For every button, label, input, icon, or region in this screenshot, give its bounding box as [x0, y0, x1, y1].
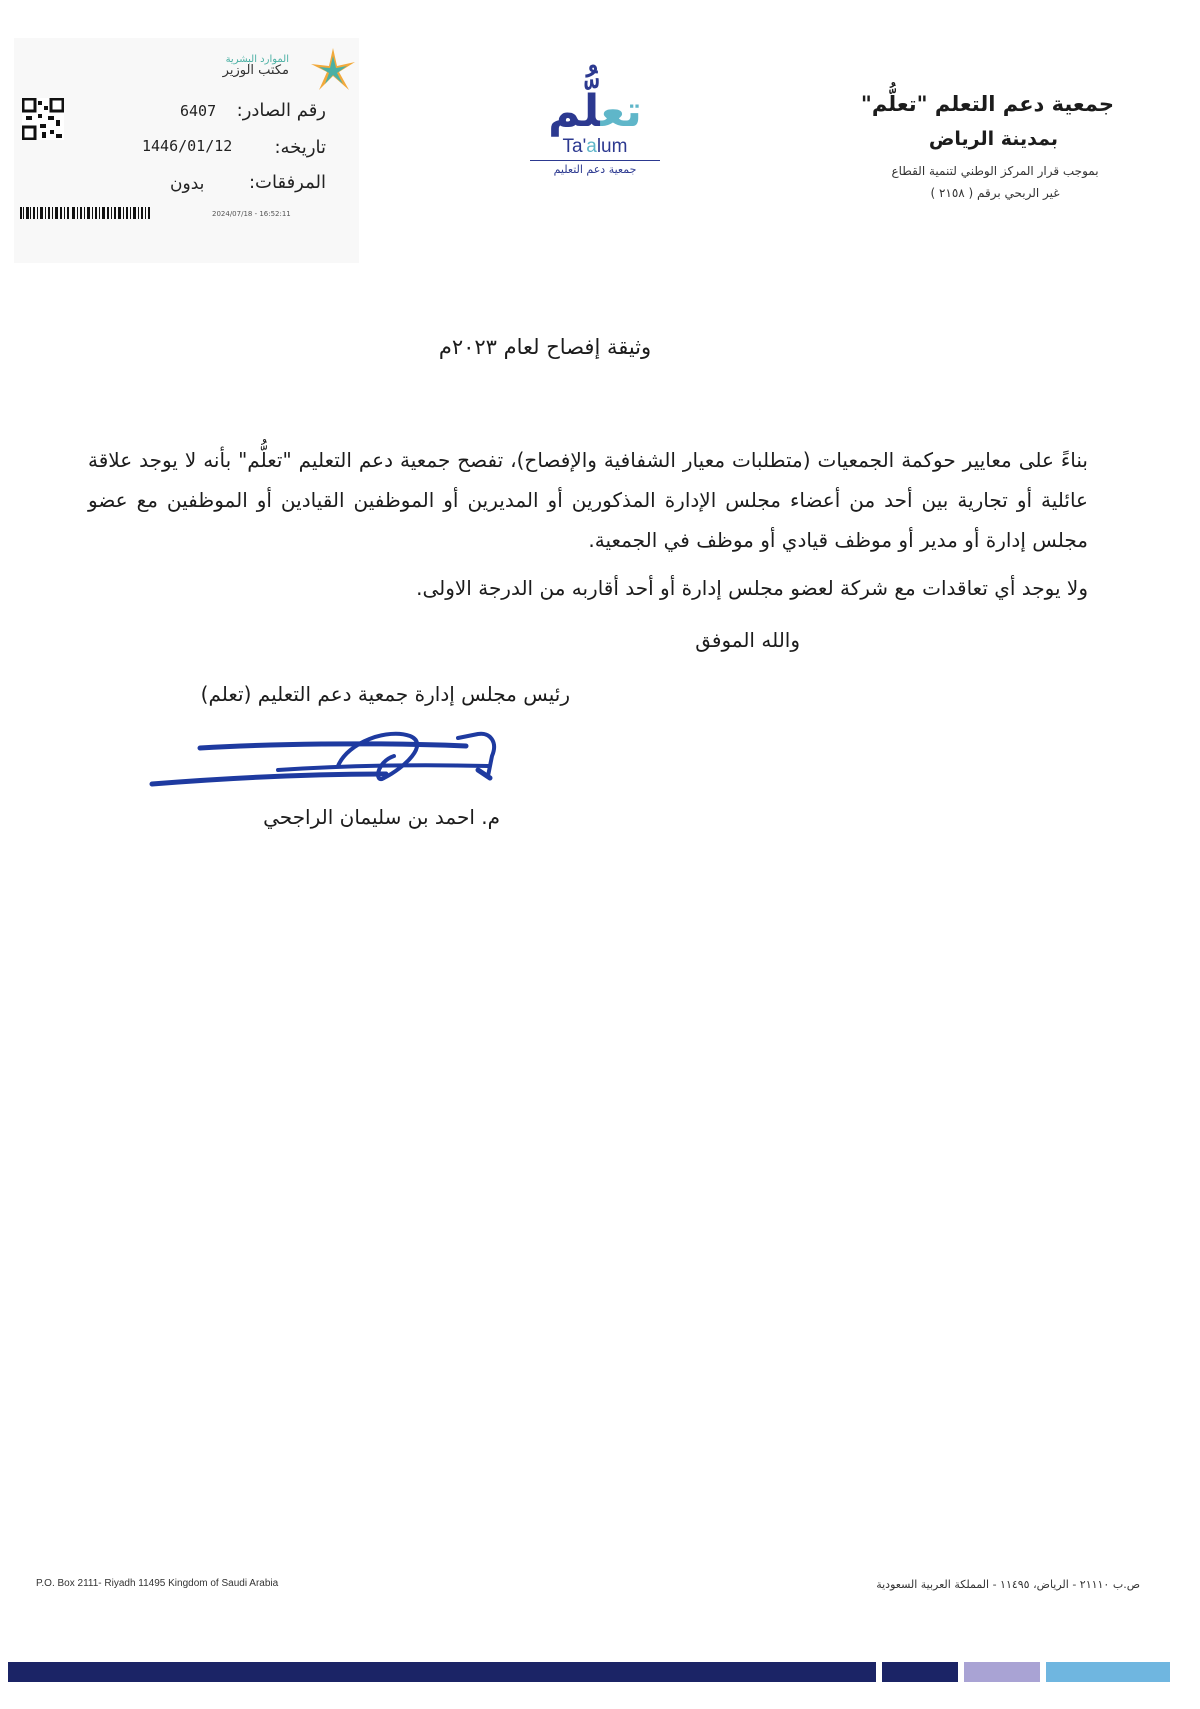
footer-bar-light-blue	[1046, 1662, 1170, 1682]
stamp-timestamp: 2024/07/18 - 16:52:11	[212, 210, 291, 218]
footer-bar-dark	[8, 1662, 876, 1682]
talum-logo	[530, 86, 660, 200]
logo-arabic-wordmark: تعلُّم	[548, 86, 642, 137]
signatory-name: م. احمد بن سليمان الراجحي	[263, 805, 500, 829]
ministry-office-label: الموارد البشرية مكتب الوزير	[222, 54, 289, 78]
correspondence-stamp	[14, 38, 359, 263]
stamp-number-label: رقم الصادر:	[236, 100, 326, 121]
handwritten-signature	[148, 722, 548, 792]
logo-subtitle: جمعية دعم التعليم	[530, 160, 660, 176]
organization-city: بمدينة الرياض	[928, 128, 1058, 150]
organization-name: جمعية دعم التعلم "تعلُّم"	[860, 92, 1114, 116]
disclosure-paragraph: بناءً على معايير حوكمة الجمعيات (متطلبات معيار الشفافية والإفصاح)، تفصح جمعية دعم التعليم "تعلُّم" بأنه لا يوجد علاقة عائلية أو تجارية بين أحد من أعضاء مجلس الإدارة المذكورين أو المديرين أو الموظفين القيادين أو الموظفين مع عضو مجلس إدارة أو مدير أو موظف قيادي أو موظف في الجمعية.	[88, 448, 1088, 552]
decree-line-1: بموجب قرار المركز الوطني لتنمية القطاع	[891, 164, 1099, 178]
stamp-number-value: 6407	[180, 102, 217, 120]
signatory-title: رئيس مجلس إدارة جمعية دعم التعليم (تعلم)	[200, 682, 570, 706]
organization-decree	[870, 160, 1120, 204]
stamp-date-label: تاريخه:	[274, 137, 326, 158]
logo-latin-wordmark: Ta'alum	[562, 136, 628, 157]
footer-address-english: P.O. Box 2111- Riyadh 11495 Kingdom of Saudi Arabia	[36, 1578, 279, 1589]
decree-line-2: غير الربحي برقم ( ٢١٥٨ )	[930, 186, 1060, 200]
ministry-star-logo-icon	[309, 46, 357, 94]
barcode-icon	[20, 207, 150, 219]
qr-code-icon	[22, 98, 64, 140]
footer-bar-lavender	[964, 1662, 1040, 1682]
stamp-attachments-value: بدون	[170, 174, 205, 194]
footer-bar-dark-short	[882, 1662, 958, 1682]
footer-address-arabic: ص.ب ٢١١١٠ - الرياض، ١١٤٩٥ - المملكة العربية السعودية	[876, 1578, 1140, 1591]
contracts-paragraph: ولا يوجد أي تعاقدات مع شركة لعضو مجلس إدارة أو أحد أقاربه من الدرجة الاولى.	[416, 576, 1088, 600]
document-title: وثيقة إفصاح لعام ٢٠٢٣م	[438, 335, 652, 359]
stamp-attachments-label: المرفقات:	[248, 172, 326, 193]
closing-phrase: والله الموفق	[695, 628, 800, 652]
stamp-date-value: 1446/01/12	[142, 137, 233, 155]
